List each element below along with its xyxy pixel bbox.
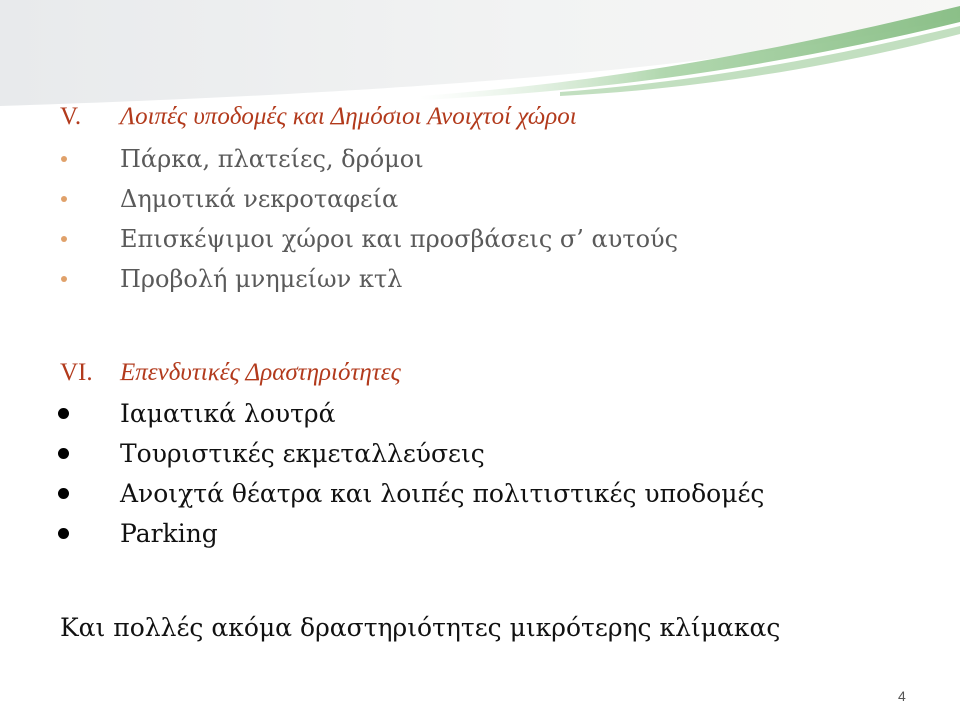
section-v-numeral: V.: [60, 103, 82, 130]
list-item: Ιαματικά λουτρά: [0, 394, 764, 434]
list-item: Δημοτικά νεκροταφεία: [0, 179, 678, 219]
section-v-heading: [60, 99, 577, 135]
section-vi-list: [0, 394, 764, 554]
bullet-dot-icon: [61, 236, 67, 242]
page-number: 4: [898, 688, 906, 704]
closing-statement: Και πολλές ακόμα δραστηριότητες μικρότερης κλίμακας: [60, 613, 781, 642]
section-vi-numeral: VI.: [60, 359, 93, 386]
list-item: Ανοιχτά θέατρα και λοιπές πολιτιστικές υποδομές: [0, 474, 764, 514]
section-v-title: Λοιπές υποδομές και Δημόσιοι Ανοιχτοί χώροι: [120, 103, 577, 130]
bullet-dot-icon: [58, 528, 69, 539]
list-item: Προβολή μνημείων κτλ: [0, 259, 678, 299]
bullet-dot-icon: [61, 196, 67, 202]
section-v-list: [0, 139, 678, 299]
list-item: Τουριστικές εκμεταλλεύσεις: [0, 434, 764, 474]
list-item: Πάρκα, πλατείες, δρόμοι: [0, 139, 678, 179]
bullet-dot-icon: [58, 448, 69, 459]
section-vi-heading: [60, 355, 401, 391]
list-item: Parking: [0, 514, 764, 554]
bullet-dot-icon: [58, 488, 69, 499]
list-item: Επισκέψιμοι χώροι και προσβάσεις σ’ αυτούς: [0, 219, 678, 259]
bullet-dot-icon: [58, 408, 69, 419]
section-vi-title: Επενδυτικές Δραστηριότητες: [120, 359, 401, 386]
bullet-dot-icon: [61, 156, 67, 162]
bullet-dot-icon: [61, 276, 67, 282]
